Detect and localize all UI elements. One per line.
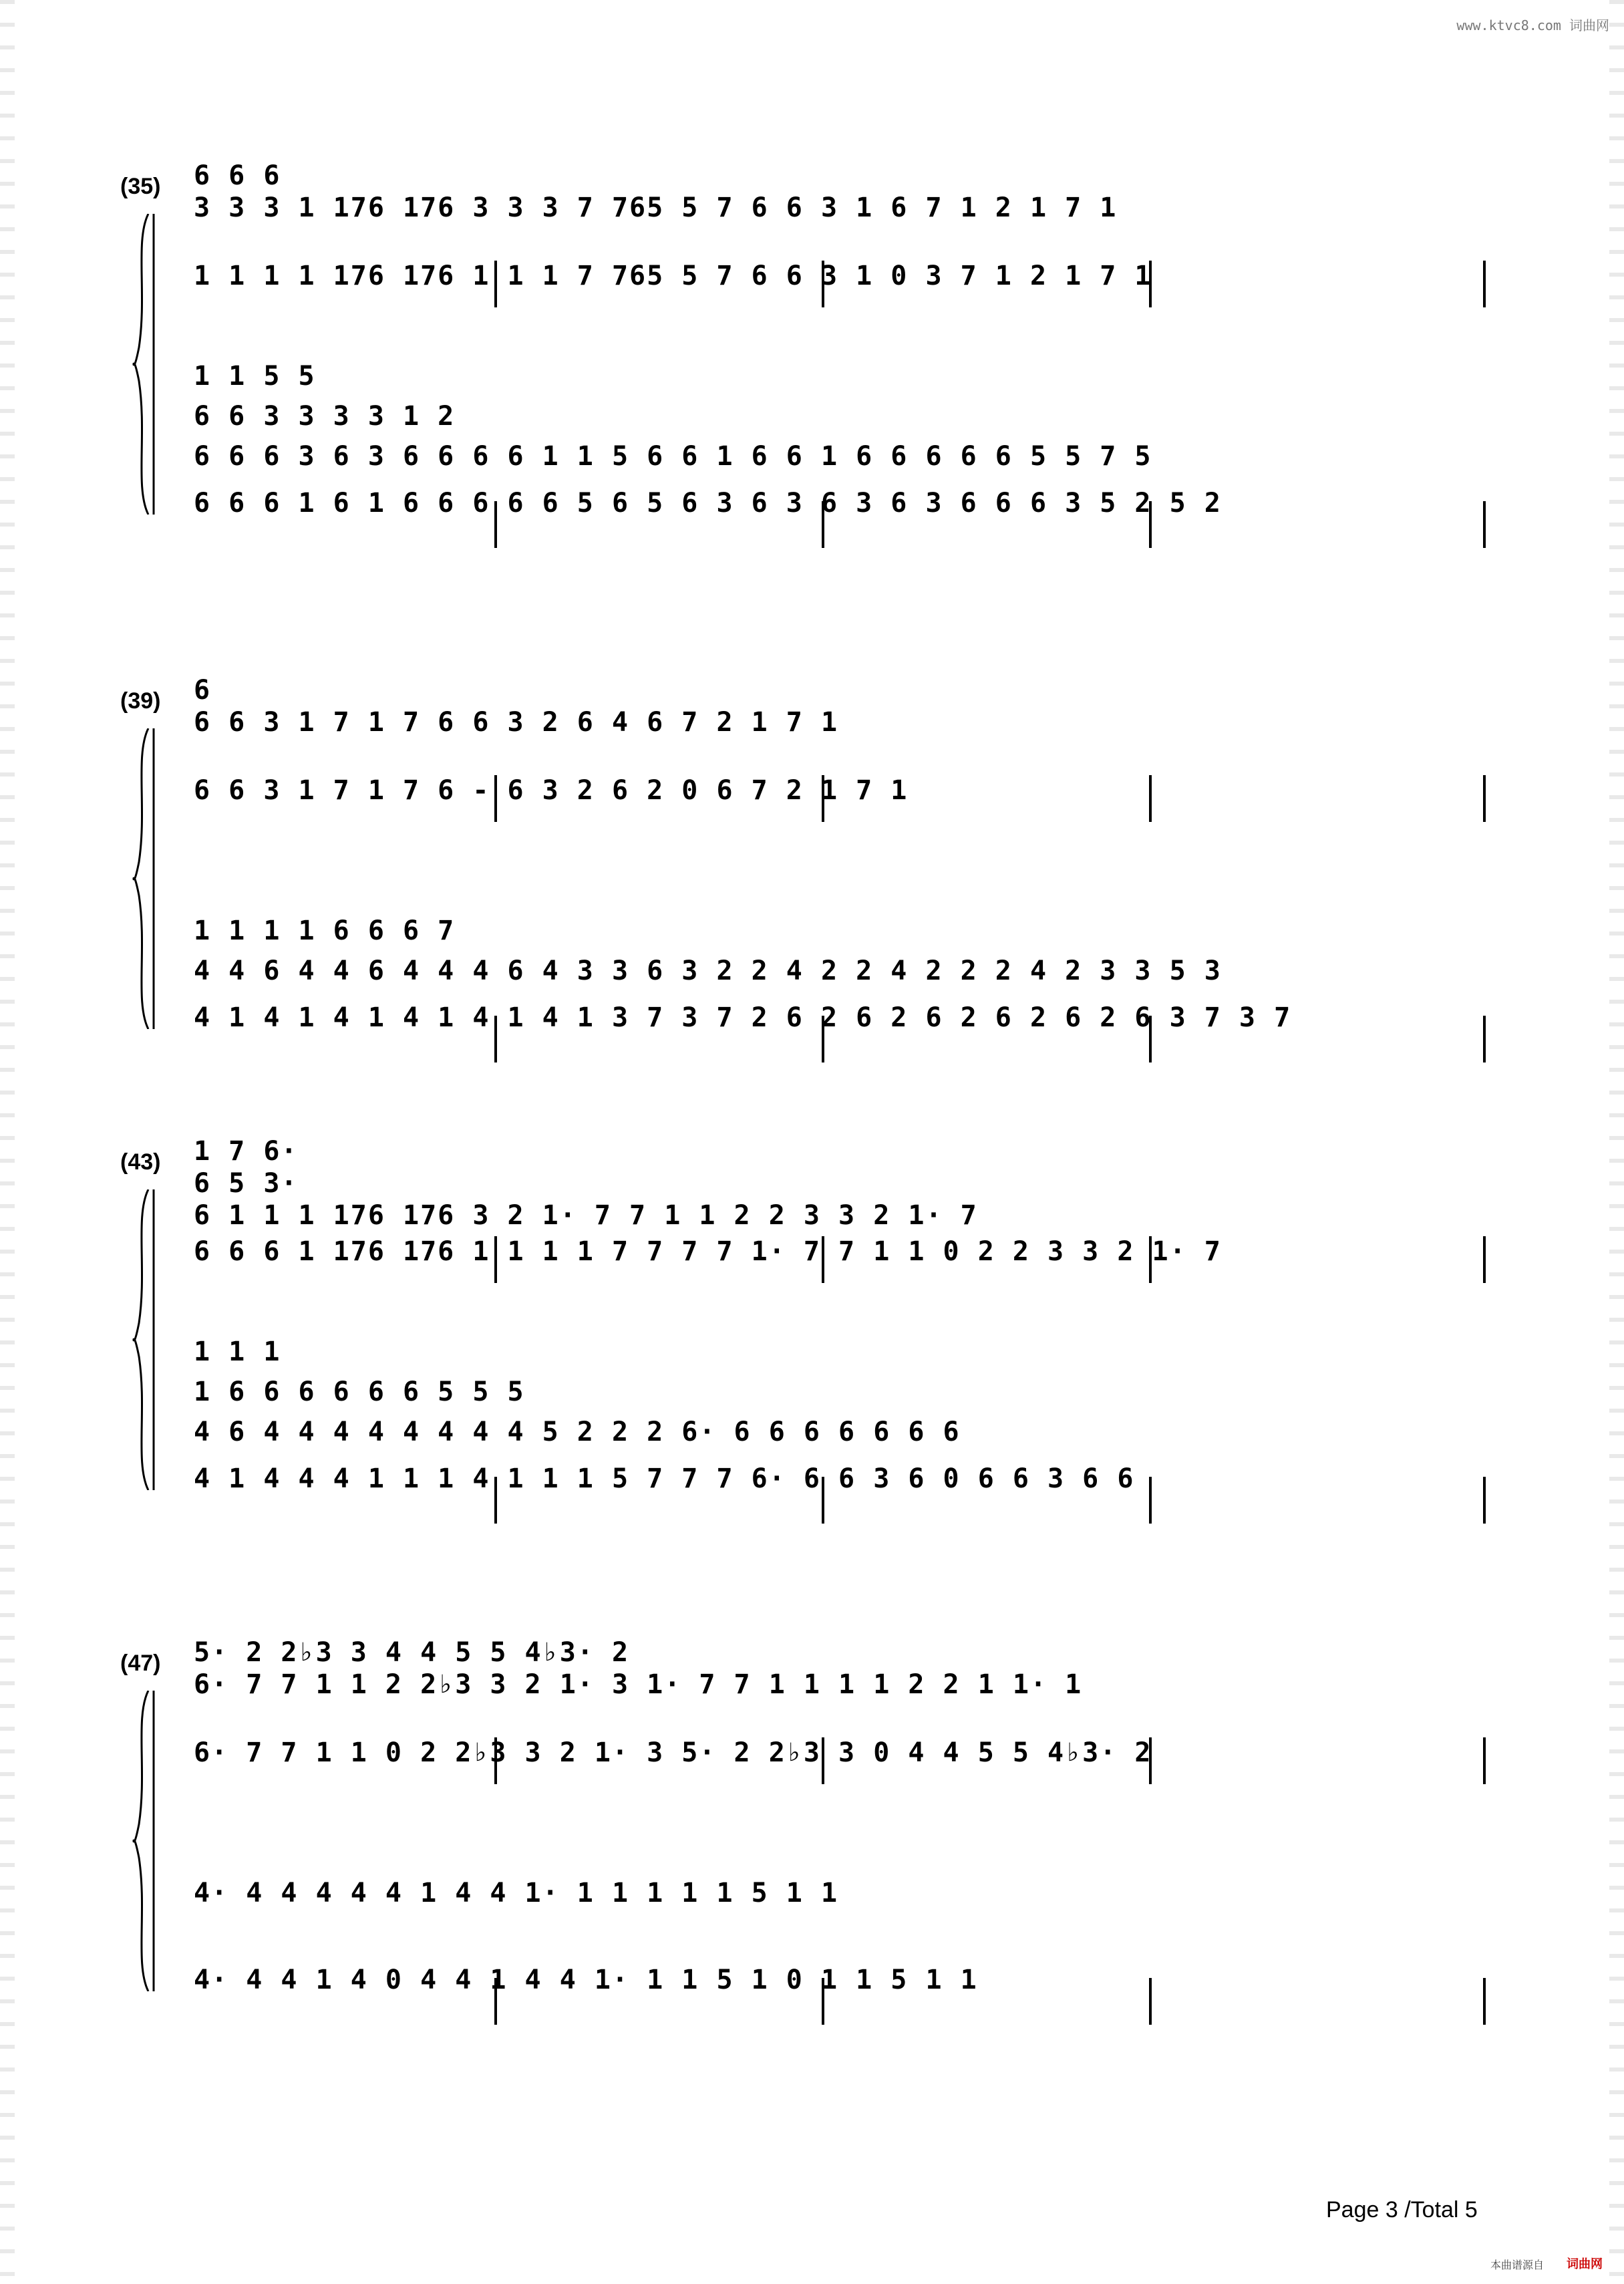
upper-row-main: 1 1 1 1 176 176 1 1 1 7 765 5 7 6 6 3 1 0 3 7 1 2 1 7 1 (194, 261, 1152, 291)
grand-staff-brace (128, 1189, 155, 1490)
upper-row-1: 6 (194, 675, 212, 706)
lower-row-main: 4· 4 4 1 4 0 4 4 1 4 4 1· 1 1 5 1 0 1 1 5 1 1 (194, 1965, 978, 1995)
upper-row-3: 6 1 1 1 176 176 3 2 1· 7 7 1 1 2 2 3 3 2 1· 7 (194, 1200, 978, 1231)
lower-row-1: 1 1 1 (194, 1336, 281, 1367)
lower-row-1: 4· 4 4 4 4 4 1 4 4 1· 1 1 1 1 1 5 1 1 (194, 1878, 839, 1908)
lower-row-main: 4 1 4 4 4 1 1 1 4 1 1 1 5 7 7 7 6· 6 6 3 6 0 6 6 3 6 6 (194, 1463, 1135, 1494)
barline (1149, 1236, 1152, 1283)
barline (822, 1236, 824, 1283)
left-margin-strip (0, 0, 15, 2284)
lower-row-3: 4 6 4 4 4 4 4 4 4 4 5 2 2 2 6· 6 6 6 6 6 6 6 (194, 1417, 961, 1447)
barline (1483, 1978, 1486, 2025)
barline (1483, 501, 1486, 548)
lower-row-2: 1 6 6 6 6 6 6 5 5 5 (194, 1377, 525, 1407)
page-indicator: Page 3 /Total 5 (1326, 2197, 1478, 2223)
barline (1149, 1016, 1152, 1062)
grand-staff-brace (128, 728, 155, 1029)
barline (822, 1978, 824, 2025)
grand-staff-brace (128, 1691, 155, 1991)
right-margin-strip (1609, 0, 1624, 2284)
barline (494, 775, 497, 822)
barline (1483, 1016, 1486, 1062)
upper-row-main: 6 6 3 1 7 1 7 6 - 6 3 2 6 2 0 6 7 2 1 7 1 (194, 775, 909, 806)
upper-row-2: 6· 7 7 1 1 2 2♭3 3 2 1· 3 1· 7 7 1 1 1 1 2 2 1 1· 1 (194, 1669, 1083, 1700)
measure-label: (39) (120, 688, 161, 714)
measure-label: (47) (120, 1651, 161, 1676)
system-47 (120, 1637, 1490, 2031)
barline (494, 1978, 497, 2025)
barline (822, 1737, 824, 1784)
barline (822, 775, 824, 822)
barline (494, 1236, 497, 1283)
lower-row-2: 6 6 3 3 3 3 1 2 (194, 401, 456, 432)
barline (1149, 1737, 1152, 1784)
lower-row-3: 6 6 6 3 6 3 6 6 6 6 1 1 5 6 6 1 6 6 1 6 6 6 6 6 5 5 7 5 (194, 441, 1152, 472)
upper-row-1: 5· 2 2♭3 3 4 4 5 5 4♭3· 2 (194, 1637, 630, 1668)
upper-row-1: 6 6 6 (194, 160, 281, 191)
barline (494, 501, 497, 548)
measure-label: (43) (120, 1149, 161, 1175)
barline (1149, 775, 1152, 822)
barline (822, 1477, 824, 1524)
barline (1483, 1737, 1486, 1784)
header-url: www.ktvc8.com 词曲网 (1456, 17, 1609, 33)
barline (494, 1016, 497, 1062)
barline (1483, 1236, 1486, 1283)
lower-row-main: 6 6 6 1 6 1 6 6 6 6 6 5 6 5 6 3 6 3 6 3 6 3 6 6 6 3 5 2 5 2 (194, 488, 1222, 519)
barline (494, 1737, 497, 1784)
upper-row-2: 6 5 3· (194, 1168, 299, 1199)
upper-row-2: 6 6 3 1 7 1 7 6 6 3 2 6 4 6 7 2 1 7 1 (194, 707, 839, 738)
barline (1149, 1477, 1152, 1524)
barline (1483, 261, 1486, 307)
barline (1483, 1477, 1486, 1524)
barline (1149, 501, 1152, 548)
source-note: 本曲谱源自 (1490, 2260, 1544, 2271)
upper-row-2: 3 3 3 1 176 176 3 3 3 7 765 5 7 6 6 3 1 6 7 1 2 1 7 1 (194, 192, 1118, 223)
system-39 (120, 675, 1490, 1069)
lower-row-1: 1 1 1 1 6 6 6 7 (194, 915, 456, 946)
grand-staff-brace (128, 214, 155, 515)
barline (822, 1016, 824, 1062)
system-35 (120, 160, 1490, 555)
barline (1483, 775, 1486, 822)
barline (822, 501, 824, 548)
site-logo: 词曲网 (1567, 2257, 1603, 2271)
upper-row-main: 6 6 6 1 176 176 1 1 1 1 7 7 7 7 1· 7 7 1 1 0 2 2 3 3 2 1· 7 (194, 1236, 1222, 1267)
lower-row-2: 4 4 6 4 4 6 4 4 4 6 4 3 3 6 3 2 2 4 2 2 4 2 2 2 4 2 3 3 5 3 (194, 956, 1222, 986)
measure-label: (35) (120, 174, 161, 199)
upper-row-main: 6· 7 7 1 1 0 2 2♭3 3 2 1· 3 5· 2 2♭3 3 0 4 4 5 5 4♭3· 2 (194, 1737, 1152, 1768)
system-43 (120, 1136, 1490, 1530)
barline (1149, 1978, 1152, 2025)
upper-row-1: 1 7 6· (194, 1136, 299, 1167)
barline (494, 1477, 497, 1524)
barline (822, 261, 824, 307)
barline (494, 261, 497, 307)
lower-row-1: 1 1 5 5 (194, 361, 316, 392)
lower-row-main: 4 1 4 1 4 1 4 1 4 1 4 1 3 7 3 7 2 6 2 6 2 6 2 6 2 6 2 6 3 7 3 7 (194, 1002, 1292, 1033)
barline (1149, 261, 1152, 307)
